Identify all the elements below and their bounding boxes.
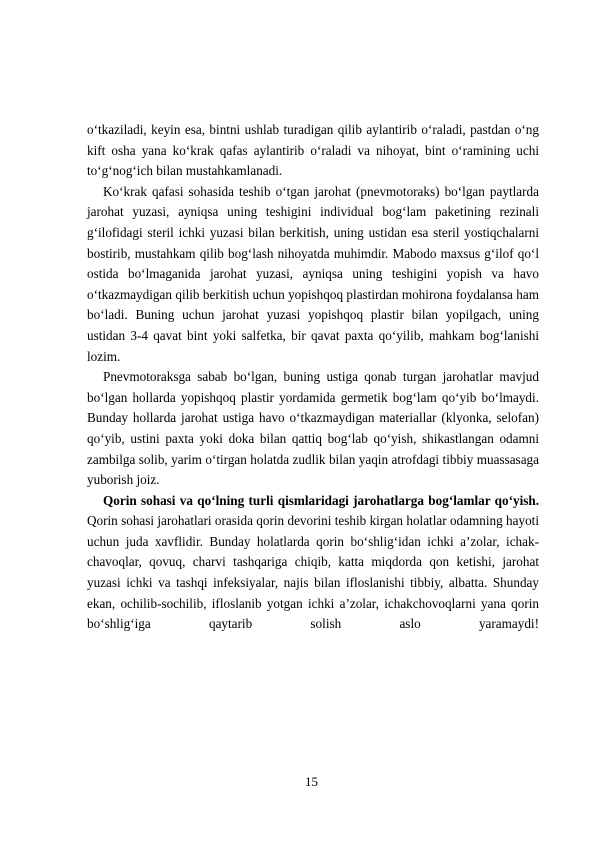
paragraph-4 (87, 491, 539, 635)
document-body (87, 120, 539, 635)
paragraph-2: Ko‘krak qafasi sohasida teshib o‘tgan jarohat (pnevmotoraks) bo‘lgan paytlarda jarohat yuzasi, ayniqsa uning teshigini individual bog‘lam paketining rezinali g‘ilofidagi steril ichki yuzasi bilan berkitish, uning ustidan esa steril yostiqchalarni bostirib, mustahkam qilib bog‘lash nihoyatda muhimdir. Mabodo maxsus g‘ilof qo‘l ostida bo‘lmaganida jarohat yuzasi, ayniqsa uning teshigini yopish va havo o‘tkazmaydigan qilib berkitish uchun yopishqoq plastirdan mohirona foydalansa ham bo‘ladi. Buning uchun jarohat yuzasi yopishqoq plastir bilan yopilgach, uning ustidan 3-4 qavat bint yoki salfetka, bir qavat paxta qo‘yilib, mahkam bog‘lanishi lozim. (87, 183, 539, 364)
paragraph-1: o‘tkaziladi, keyin esa, bintni ushlab turadigan qilib aylantirib o‘raladi, pastdan o‘ng kift osha yana ko‘krak qafas aylantirib o‘raladi va nihoyat, bint o‘ramining uchi to‘g‘nog‘ich bilan mustahkamlanadi. (87, 122, 539, 179)
section-heading: Qorin sohasi va qo‘lning turli qismlaridagi jarohatlarga bog‘lamlar qo‘yish. (103, 492, 539, 508)
page-number: 15 (305, 774, 318, 789)
paragraph-4-text: Qorin sohasi jarohatlari orasida qorin devorini teshib kirgan holatlar odamning hayoti uchun juda xavflidir. Bunday holatlarda qorin bo‘shlig‘idan ichki a’zolar, ichak-chavoqlar, qovuq, charvi tashqariga chiqib, katta miqdorda qon ketishi, jarohat yuzasi ichki va tashqi infeksiyalar, najis bilan ifloslanishi tibbiy, albatta. Shunday ekan, ochilib-sochilib, ifloslanib yotgan ichki a’zolar, ichakchovoqlarni yana qorin bo‘shlig‘iga qaytarib solish aslo yaramaydi! (87, 513, 539, 632)
paragraph-3: Pnevmotoraksga sabab bo‘lgan, buning ustiga qonab turgan jarohatlar mavjud bo‘lgan hollarda yopishqoq plastir yordamida germetik bog‘lam qo‘yib bo‘lmaydi. Bunday hollarda jarohat ustiga havo o‘tkazmaydigan materiallar (klyonka, selofan) qo‘yib, ustini paxta yoki doka bilan qattiq bog‘lab qo‘yish, shikastlangan odamni zambilga solib, yarim o‘tirgan holatda zudlik bilan yaqin atrofdagi tibbiy muassasaga yuborish joiz. (87, 369, 539, 488)
